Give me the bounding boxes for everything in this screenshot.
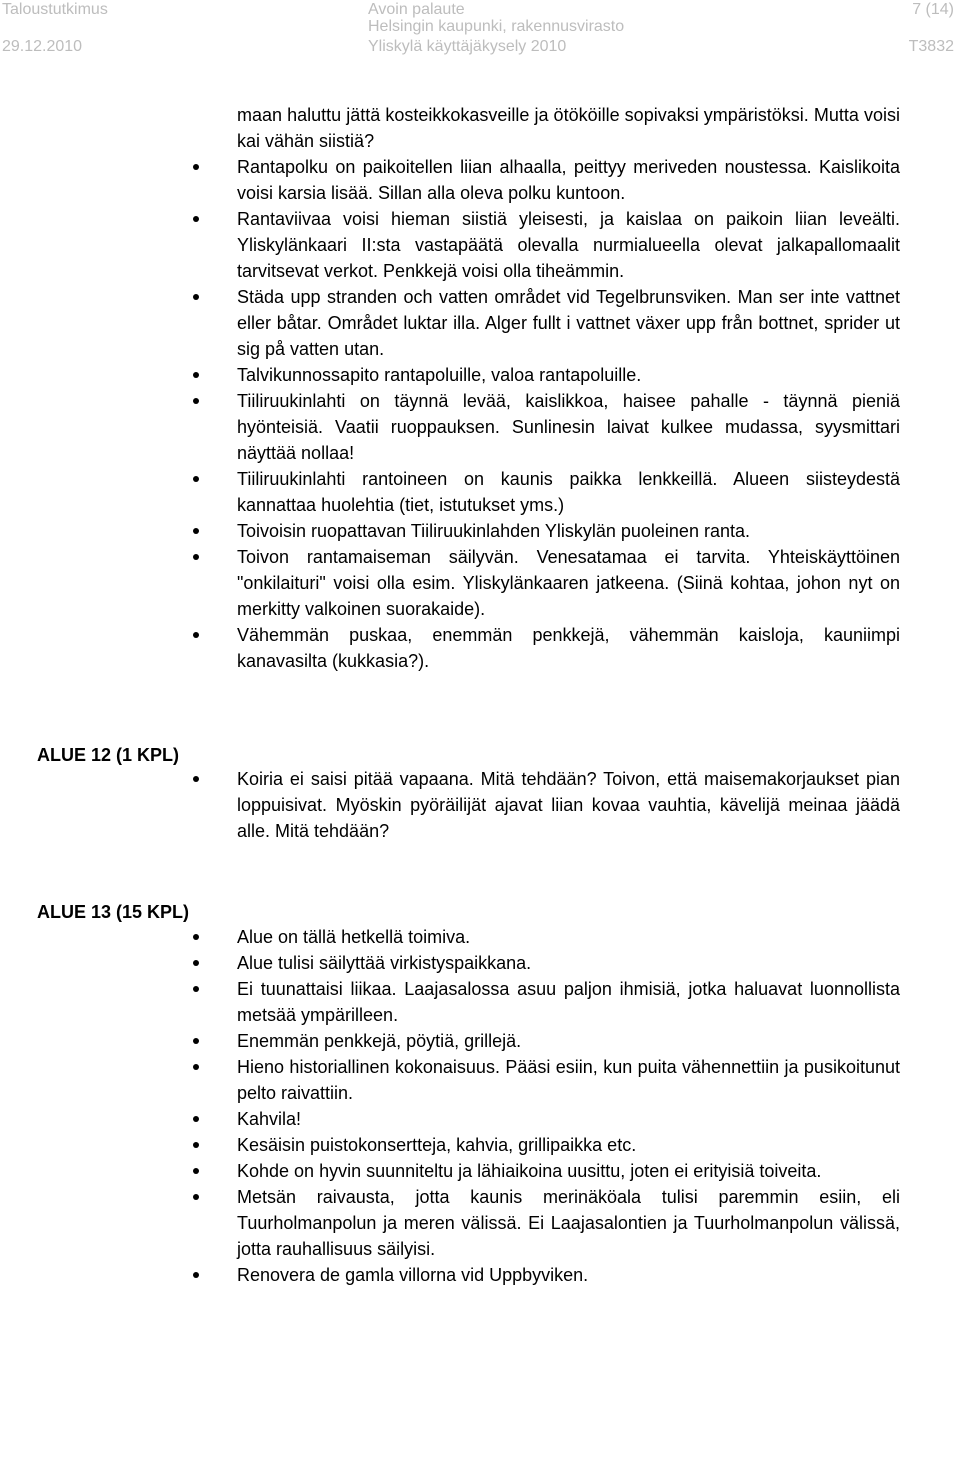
list-item: Toivon rantamaiseman säilyvän. Venesatamaa ei tarvita. Yhteiskäyttöinen "onkilaituri" voisi olla esim. Yliskylänkaaren jatkeena. (Siinä kohtaa, johon nyt on merkitty valkoinen suorakaide).	[237, 544, 900, 622]
list-item: Enemmän penkkejä, pöytiä, grillejä.	[237, 1028, 900, 1054]
list-item: Renovera de gamla villorna vid Uppbyviken.	[237, 1262, 900, 1288]
header-report-type: Avoin palaute	[368, 1, 465, 18]
list-item: Alue tulisi säilyttää virkistyspaikkana.	[237, 950, 900, 976]
bullet-list-alue-12	[237, 766, 900, 844]
section-title-alue-12: ALUE 12 (1 KPL)	[37, 745, 180, 765]
header-client: Helsingin kaupunki, rakennusvirasto	[368, 18, 625, 35]
page-header	[0, 0, 960, 60]
list-item: Rantaviivaa voisi hieman siistiä yleisesti, ja kaislaa on paikoin liian leveälti. Yliskylänkaari II:sta vastapäätä olevalla nurmialueella olevat jalkapallomaalit tarvitsevat verkot. Penkkejä voisi olla tiheämmin.	[237, 206, 900, 284]
header-project-code: T3832	[908, 38, 954, 55]
bullet-list-alue-13	[237, 924, 900, 1288]
list-item: Kohde on hyvin suunniteltu ja lähiaikoina uusittu, joten ei erityisiä toiveita.	[237, 1158, 900, 1184]
list-item: Vähemmän puskaa, enemmän penkkejä, vähemmän kaisloja, kauniimpi kanavasilta (kukkasia?).	[237, 622, 900, 674]
header-company: Taloustutkimus	[2, 1, 108, 18]
list-item: Kesäisin puistokonsertteja, kahvia, grillipaikka etc.	[237, 1132, 900, 1158]
list-item: Kahvila!	[237, 1106, 900, 1132]
list-item: Tiiliruukinlahti rantoineen on kaunis paikka lenkkeillä. Alueen siisteydestä kannattaa huolehtia (tiet, istutukset yms.)	[237, 466, 900, 518]
list-item: Rantapolku on paikoitellen liian alhaalla, peittyy meriveden noustessa. Kaislikoita voisi karsia lisää. Sillan alla oleva polku kuntoon.	[237, 154, 900, 206]
header-date: 29.12.2010	[2, 38, 83, 55]
header-page-number: 7 (14)	[912, 1, 954, 18]
list-item: Ei tuunattaisi liikaa. Laajasalossa asuu paljon ihmisiä, jotka haluavat luonnollista metsää ympärilleen.	[237, 976, 900, 1028]
list-item: Talvikunnossapito rantapoluille, valoa rantapoluille.	[237, 362, 900, 388]
bullet-list-continued	[237, 102, 900, 674]
list-item: Koiria ei saisi pitää vapaana. Mitä tehdään? Toivon, että maisemakorjaukset pian loppuisivat. Myöskin pyöräilijät ajavat liian kovaa vauhtia, kävelijä meinaa jäädä alle. Mitä tehdään?	[237, 766, 900, 844]
list-item: maan haluttu jättä kosteikkokasveille ja ötököille sopivaksi ympäristöksi. Mutta voisi kai vähän siistiä?	[237, 105, 900, 151]
header-survey-name: Yliskylä käyttäjäkysely 2010	[368, 38, 567, 55]
list-item: Hieno historiallinen kokonaisuus. Pääsi esiin, kun puita vähennettiin ja pusikoitunut pelto raivattiin.	[237, 1054, 900, 1106]
list-item: Toivoisin ruopattavan Tiiliruukinlahden Yliskylän puoleinen ranta.	[237, 518, 900, 544]
section-title-alue-13: ALUE 13 (15 KPL)	[37, 902, 190, 922]
list-item: Tiiliruukinlahti on täynnä levää, kaislikkoa, haisee pahalle - täynnä pieniä hyönteisiä. Vaatii ruoppauksen. Sunlinesin laivat kulkee mudassa, syysmittari näyttää nollaa!	[237, 388, 900, 466]
list-item: Metsän raivausta, jotta kaunis merinäköala tulisi paremmin esiin, eli Tuurholmanpolun ja meren välissä. Ei Laajasalontien ja Tuurholmanpolun välissä, jotta rauhallisuus säilyisi.	[237, 1184, 900, 1262]
list-item: Alue on tällä hetkellä toimiva.	[237, 924, 900, 950]
list-item: Städa upp stranden och vatten området vid Tegelbrunsviken. Man ser inte vattnet eller båtar. Området luktar illa. Alger fullt i vattnet växer upp från bottnet, sprider ut sig på vatten utan.	[237, 284, 900, 362]
